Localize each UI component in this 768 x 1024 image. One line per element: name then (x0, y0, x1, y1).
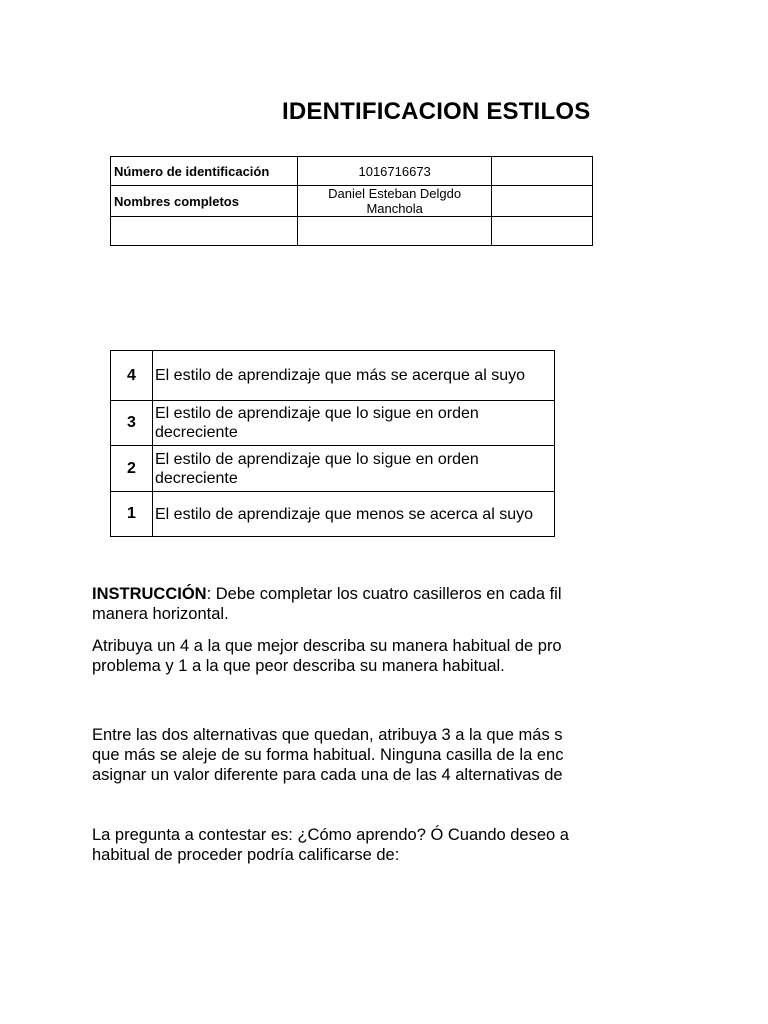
full-name-extra (492, 186, 593, 217)
table-row (111, 351, 555, 401)
scoring-line: problema y 1 a la que peor describa su manera habitual. (92, 657, 505, 675)
instruction-heading: INSTRUCCIÓN (92, 585, 207, 603)
empty-label-cell (111, 217, 298, 246)
id-number-label: Número de identificación (111, 157, 298, 186)
instruction-text: : Debe completar los cuatro casilleros en cada fil (206, 585, 562, 603)
score-value: 2 (111, 446, 153, 492)
table-row (111, 401, 555, 446)
full-name-label: Nombres completos (111, 186, 298, 217)
score-value: 1 (111, 492, 153, 537)
table-row (111, 446, 555, 492)
id-number-value: 1016716673 (297, 157, 492, 186)
score-value: 4 (111, 351, 153, 401)
page-title: IDENTIFICACION ESTILOS (282, 98, 591, 125)
table-row (111, 217, 593, 246)
question-paragraph (92, 825, 593, 865)
score-scale-table (110, 350, 555, 537)
question-line: habitual de proceder podría calificarse de: (92, 846, 400, 864)
instruction-line: manera horizontal. (92, 605, 229, 623)
id-number-extra (492, 157, 593, 186)
scoring-line: Atribuya un 4 a la que mejor describa su manera habitual de pro (92, 637, 562, 655)
alternatives-line: asignar un valor diferente para cada una de las 4 alternativas de (92, 766, 563, 784)
alternatives-line: que más se aleje de su forma habitual. Ninguna casilla de la enc (92, 746, 564, 764)
table-row (111, 186, 593, 217)
identification-table (110, 156, 593, 246)
table-row (111, 157, 593, 186)
score-description: El estilo de aprendizaje que lo sigue en orden decreciente (153, 401, 555, 446)
table-row (111, 492, 555, 537)
instruction-paragraph (92, 584, 593, 624)
instruction-line (92, 584, 593, 604)
scoring-paragraph (92, 636, 593, 676)
empty-extra-cell (492, 217, 593, 246)
score-description: El estilo de aprendizaje que menos se acerca al suyo (153, 492, 555, 537)
score-description: El estilo de aprendizaje que lo sigue en orden decreciente (153, 446, 555, 492)
question-line: La pregunta a contestar es: ¿Cómo aprendo? Ó Cuando deseo a (92, 826, 569, 844)
score-value: 3 (111, 401, 153, 446)
alternatives-paragraph (92, 725, 593, 785)
full-name-value: Daniel Esteban Delgdo Manchola (297, 186, 492, 217)
alternatives-line: Entre las dos alternativas que quedan, atribuya 3 a la que más s (92, 726, 563, 744)
empty-value-cell (297, 217, 492, 246)
score-description: El estilo de aprendizaje que más se acerque al suyo (153, 351, 555, 401)
